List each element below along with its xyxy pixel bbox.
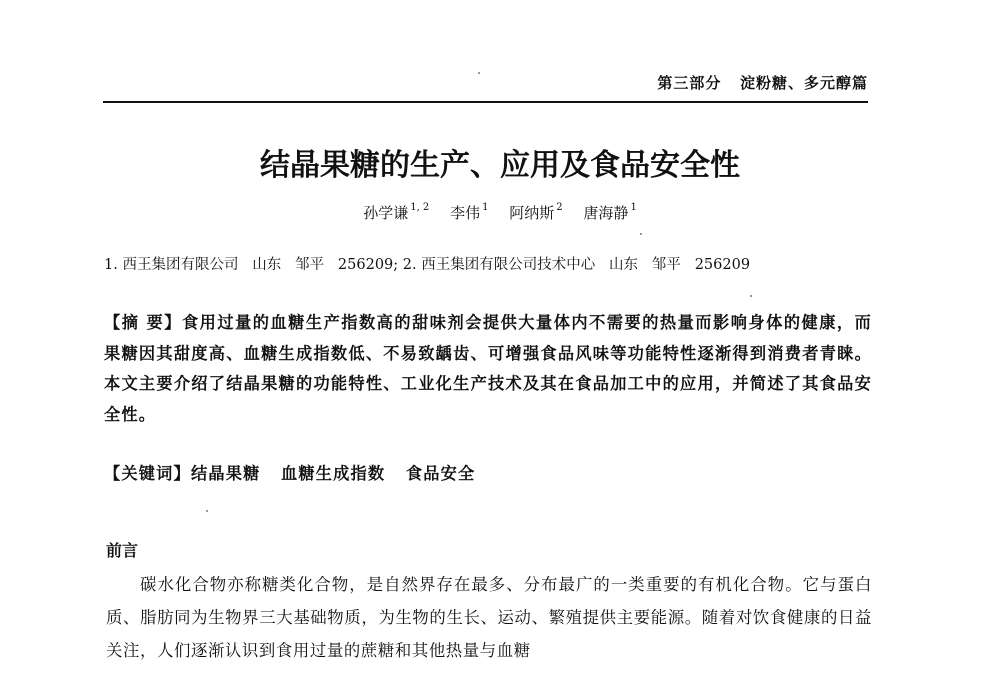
author <box>450 202 488 223</box>
author-affiliation-mark: 1, 2 <box>410 202 430 213</box>
paper-title: 结晶果糖的生产、应用及食品安全性 <box>260 148 740 183</box>
author-name: 孙学谦 <box>363 204 409 222</box>
author <box>363 202 429 223</box>
abstract <box>104 308 872 430</box>
author <box>509 202 562 223</box>
body-paragraph: 碳水化合物亦称糖类化合物，是自然界存在最多、分布最广的一类重要的有机化合物。它与蛋白质、脂肪同为生物界三大基础物质，为生物的生长、运动、繁殖提供主要能源。随着对饮食健康的日益关注，人们逐渐认识到食用过量的蔗糖和其他热量与血糖 <box>106 575 872 660</box>
author-name: 阿纳斯 <box>509 204 555 222</box>
keywords-label: 【关键词】 <box>104 464 191 483</box>
author-affiliation-mark: 2 <box>556 202 563 213</box>
author-name: 唐海静 <box>583 204 629 222</box>
author-list <box>0 202 1000 223</box>
abstract-text: 食用过量的血糖生产指数高的甜味剂会提供大量体内不需要的热量而影响身体的健康，而果糖因其甜度高、血糖生成指数低、不易致龋齿、可增强食品风味等功能特性逐渐得到消费者青睐。本文主要介绍了结晶果糖的功能特性、工业化生产技术及其在食品加工中的应用，并简述了其食品安全性。 <box>104 313 873 424</box>
scan-speck <box>640 233 642 235</box>
author <box>583 202 636 223</box>
abstract-label: 【摘 要】 <box>104 313 182 332</box>
header-rule <box>103 101 868 103</box>
section-heading-preface: 前言 <box>106 541 139 560</box>
keywords-text: 结晶果糖 血糖生成指数 食品安全 <box>190 464 476 483</box>
scan-speck <box>478 72 480 74</box>
affiliations: 1. 西王集团有限公司 山东 邹平 256209; 2. 西王集团有限公司技术中心 山东 邹平 256209 <box>104 257 751 273</box>
keywords <box>104 460 872 484</box>
scan-speck <box>206 510 208 512</box>
author-name: 李伟 <box>450 204 481 222</box>
running-head: 第三部分 淀粉糖、多元醇篇 <box>657 74 868 92</box>
scan-speck <box>750 295 752 297</box>
author-affiliation-mark: 1 <box>482 202 489 213</box>
author-affiliation-mark: 1 <box>630 202 637 213</box>
